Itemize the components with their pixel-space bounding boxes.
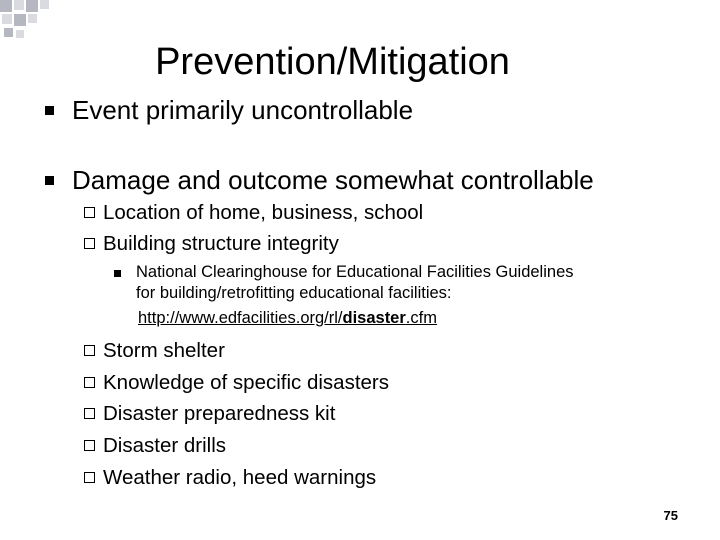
sub-bullet-text: Disaster preparedness kit: [103, 402, 336, 425]
hollow-square-bullet-icon: [84, 440, 95, 451]
square-bullet-icon: [114, 270, 121, 277]
sub-bullet-text: Building structure integrity: [103, 232, 339, 255]
note-line: National Clearinghouse for Educational Facilities Guidelines: [136, 263, 574, 281]
sub-bullet-text: Disaster drills: [103, 434, 227, 457]
edfacilities-link[interactable]: http://www.edfacilities.org/rl/disaster.cfm: [138, 309, 437, 327]
sub-bullet-text: Weather radio, heed warnings: [103, 466, 377, 489]
hollow-square-bullet-icon: [84, 377, 95, 388]
sub-bullet-text: Storm shelter: [103, 339, 225, 362]
hollow-square-bullet-icon: [84, 408, 95, 419]
bullet-text: Damage and outcome somewhat controllable: [72, 165, 594, 195]
sub-bullet-text: Knowledge of specific disasters: [103, 371, 390, 394]
bullet-text: Event primarily uncontrollable: [72, 95, 414, 125]
sub-bullet-text: Location of home, business, school: [103, 201, 424, 224]
slide-title: Prevention/Mitigation: [155, 41, 510, 83]
square-bullet-icon: [45, 106, 54, 115]
hollow-square-bullet-icon: [84, 238, 95, 249]
hollow-square-bullet-icon: [84, 345, 95, 356]
page-number: 75: [663, 508, 678, 523]
hollow-square-bullet-icon: [84, 472, 95, 483]
note-line: for building/retrofitting educational facilities:: [136, 284, 452, 302]
square-bullet-icon: [45, 176, 54, 185]
hollow-square-bullet-icon: [84, 207, 95, 218]
